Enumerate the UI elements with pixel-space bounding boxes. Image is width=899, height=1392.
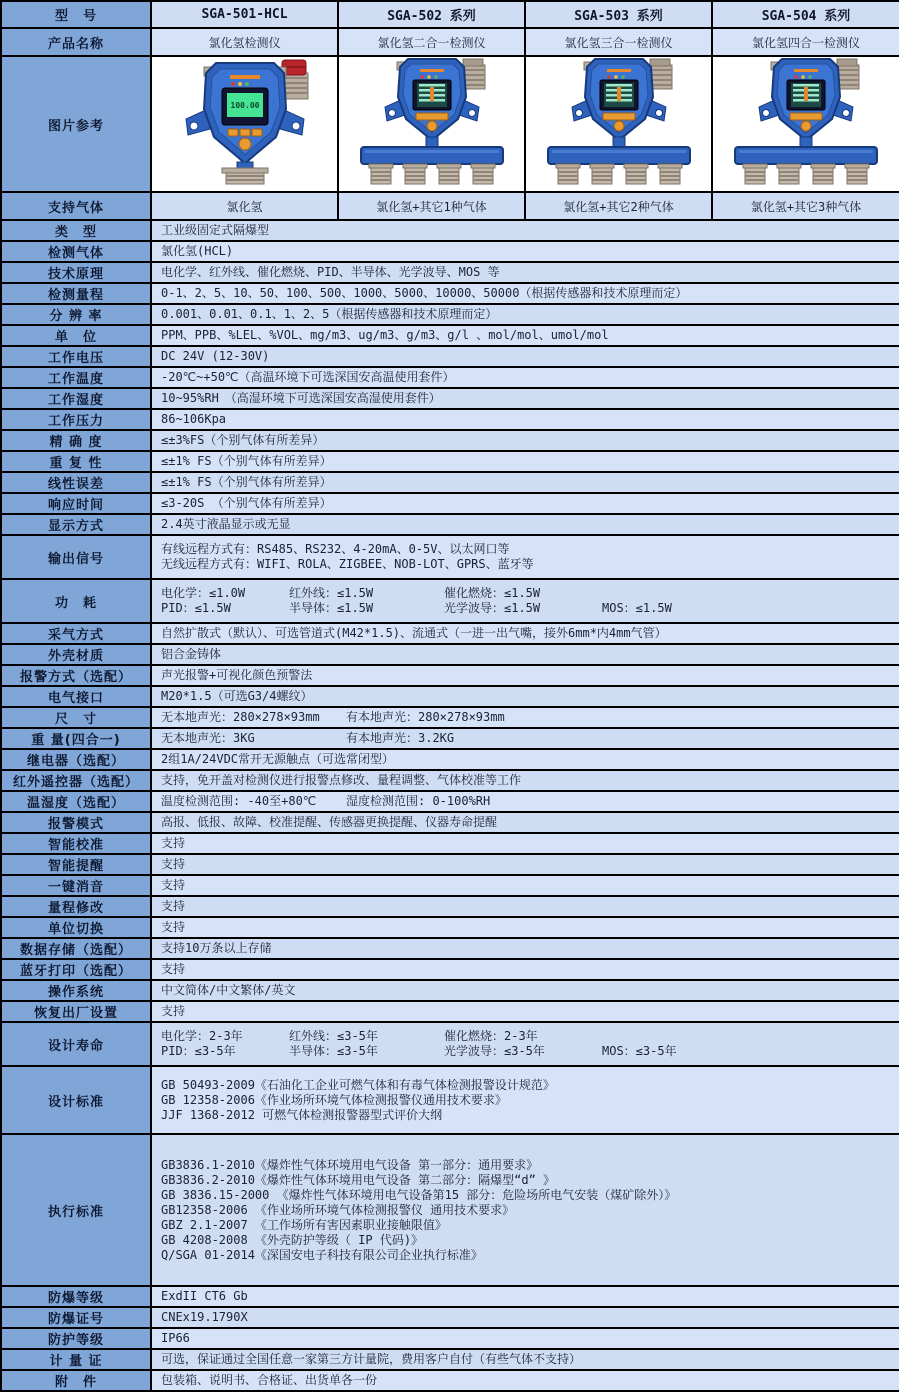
spec-value-25 [151,791,899,812]
spec-label-4: 分 辨 率 [1,304,151,325]
spec-value-line: GB12358-2006 《作业场所环境气体检测报警仪 通用技术要求》 [161,1202,515,1217]
spec-value-line [161,710,893,725]
spec-value-line: 工业级固定式隔爆型 [161,223,270,237]
spec-value-19 [151,665,899,686]
spec-value-line: 支持 [161,857,186,871]
product-name-1: 氯化氢二合一检测仪 [338,28,525,56]
spec-value-line: 有线远程方式有：RS485、RS232、4-20mA、0-5V、以太网口等 [161,542,510,556]
product-image-cell-0 [151,56,338,192]
spec-value-segment: 催化燃烧：≤1.5W [444,586,541,600]
spec-label-13: 响应时间 [1,493,151,514]
spec-value-12 [151,472,899,493]
spec-value-24 [151,770,899,791]
spec-value-15 [151,535,899,579]
model-name-1: SGA-502 系列 [338,1,525,28]
spec-value-36 [151,1022,899,1066]
spec-value-line: 0-1、2、5、10、50、100、500、1000、5000、10000、50000（根据传感器和技术原理而定） [161,286,688,300]
spec-value-9 [151,409,899,430]
spec-value-line: GB 3836.15-2000 《爆炸性气体环境用电气设备第15 部分：危险场所电气安装（煤矿除外）》 [161,1187,677,1202]
spec-value-42 [151,1349,899,1370]
spec-value-line: PPM、PPB、%LEL、%VOL、mg/m3、ug/m3、g/m3、g/l 、mol/mol、umol/mol [161,328,609,342]
spec-value-line: 支持，免开盖对检测仪进行报警点修改、量程调整、气体校准等工作 [161,773,522,787]
spec-value-line: 自然扩散式（默认）、可选管道式(M42*1.5)、流通式（一进一出气嘴，接外6mm*内4mm气管） [161,626,667,640]
spec-label-7: 工作温度 [1,367,151,388]
spec-value-segment: 有本地声光：280×278×93mm [346,710,505,724]
spec-value-13 [151,493,899,514]
spec-value-line: 支持 [161,878,186,892]
spec-value-16 [151,579,899,623]
spec-value-line: 86~106Kpa [161,412,227,426]
gas-sensors [369,164,495,184]
spec-value-line: 可选，保证通过全国任意一家第三方计量院，费用客户自付（有些气体不支持） [161,1352,582,1366]
spec-value-6 [151,346,899,367]
product-image-cell-3 [712,56,899,192]
spec-value-35 [151,1001,899,1022]
row-label-model: 型 号 [1,1,151,28]
spec-label-18: 外壳材质 [1,644,151,665]
spec-value-line: 高报、低报、故障、校准提醒、传感器更换提醒、仪器寿命提醒 [161,815,498,829]
spec-value-17 [151,623,899,644]
spec-value-segment: 湿度检测范围: 0-100%RH [346,794,491,808]
spec-label-1: 检测气体 [1,241,151,262]
gas-sensors [556,164,682,184]
spec-value-2 [151,262,899,283]
spec-value-line: 2.4英寸液晶显示或无显 [161,517,291,531]
spec-value-line: GB 4208-2008 《外壳防护等级（ IP 代码)》 [161,1232,424,1247]
spec-label-16: 功 耗 [1,579,151,623]
spec-value-line: IP66 [161,1331,190,1345]
row-label-product-name: 产品名称 [1,28,151,56]
spec-label-31: 单位切换 [1,917,151,938]
spec-value-34 [151,980,899,1001]
spec-value-line: 10~95%RH （高湿环境下可选深国安高湿使用套件） [161,391,441,405]
product-name-2: 氯化氢三合一检测仪 [525,28,712,56]
spec-label-9: 工作压力 [1,409,151,430]
spec-value-line: 声光报警+可视化颜色预警法 [161,668,313,682]
spec-label-25: 温湿度（选配） [1,791,151,812]
spec-value-segment: PID：≤3-5年 [161,1044,236,1058]
spec-value-segment: 催化燃烧：2-3年 [444,1029,538,1043]
spec-label-27: 智能校准 [1,833,151,854]
spec-label-20: 电气接口 [1,686,151,707]
spec-value-line: 支持10万条以上存储 [161,941,272,955]
spec-label-22: 重 量(四合一) [1,728,151,749]
spec-value-segment: MOS：≤3-5年 [602,1044,677,1058]
hcl-detector-multi-sensor-manifold [526,57,712,187]
spec-value-33 [151,959,899,980]
spec-value-line: JJF 1368-2012 可燃气体检测报警器型式评价大纲 [161,1107,443,1122]
spec-value-line [161,731,893,746]
spec-label-42: 计 量 证 [1,1349,151,1370]
spec-label-0: 类 型 [1,220,151,241]
spec-value-line: -20℃~+50℃（高温环境下可选深国安高温使用套件） [161,370,455,384]
spec-value-line [161,1044,893,1059]
spec-label-43: 附 件 [1,1370,151,1391]
spec-value-4 [151,304,899,325]
row-label-gas: 支持气体 [1,192,151,220]
spec-value-line: ExdII CT6 Gb [161,1289,248,1303]
spec-value-38 [151,1134,899,1286]
spec-value-segment: MOS：≤1.5W [602,601,672,615]
spec-label-33: 蓝牙打印（选配） [1,959,151,980]
hcl-detector-multi-sensor-manifold [339,57,525,187]
spec-value-40 [151,1307,899,1328]
spec-value-26 [151,812,899,833]
spec-value-segment: 红外线：≤1.5W [289,586,374,600]
spec-value-line: 铝合金铸体 [161,647,222,661]
spec-value-segment: 半导体：≤1.5W [289,601,374,615]
spec-label-41: 防护等级 [1,1328,151,1349]
hcl-detector-single-sensor [152,57,338,187]
spec-label-36: 设计寿命 [1,1022,151,1066]
spec-value-18 [151,644,899,665]
spec-label-8: 工作湿度 [1,388,151,409]
spec-label-11: 重 复 性 [1,451,151,472]
spec-value-11 [151,451,899,472]
spec-value-segment: 无本地声光：3KG [161,731,255,745]
spec-label-19: 报警方式（选配） [1,665,151,686]
spec-value-line: 0.001、0.01、0.1、1、2、5（根据传感器和技术原理而定） [161,307,498,321]
product-image-cell-2 [525,56,712,192]
spec-value-28 [151,854,899,875]
spec-value-line: 支持 [161,899,186,913]
spec-value-8 [151,388,899,409]
spec-value-line: 电化学、红外线、催化燃烧、PID、半导体、光学波导、MOS 等 [161,265,500,279]
spec-value-line: 中文简体/中文繁体/英文 [161,983,296,997]
spec-value-segment: 有本地声光：3.2KG [346,731,455,745]
spec-value-segment: 电化学：≤1.0W [161,586,246,600]
spec-value-line: GB 12358-2006《作业场所环境气体检测报警仪通用技术要求》 [161,1092,507,1107]
spec-value-segment: 光学波导：≤1.5W [444,601,541,615]
spec-value-line: DC 24V (12-30V) [161,349,270,363]
spec-label-12: 线性误差 [1,472,151,493]
spec-label-3: 检测量程 [1,283,151,304]
spec-label-10: 精 确 度 [1,430,151,451]
spec-value-segment: 电化学：2-3年 [161,1029,243,1043]
spec-label-37: 设计标准 [1,1066,151,1134]
spec-value-27 [151,833,899,854]
spec-value-line [161,601,893,616]
spec-value-14 [151,514,899,535]
lcd-reading: 100.00 [230,101,260,110]
spec-label-17: 采气方式 [1,623,151,644]
spec-value-line: 支持 [161,1004,186,1018]
spec-label-5: 单 位 [1,325,151,346]
spec-value-line: CNEx19.1790X [161,1310,248,1324]
spec-value-line [161,794,893,809]
spec-value-0 [151,220,899,241]
spec-label-21: 尺 寸 [1,707,151,728]
spec-value-29 [151,875,899,896]
spec-value-line: ≤±3%FS（个别气体有所差异） [161,433,325,447]
spec-value-line: 无线远程方式有：WIFI、ROLA、ZIGBEE、NOB-LOT、GPRS、蓝牙等 [161,557,534,571]
spec-value-7 [151,367,899,388]
hcl-detector-multi-sensor-manifold [713,57,899,187]
spec-value-line: ≤±1% FS（个别气体有所差异） [161,454,332,468]
spec-value-21 [151,707,899,728]
spec-value-line: 包装箱、说明书、合格证、出货单各一份 [161,1373,378,1387]
spec-value-line: 2组1A/24VDC常开无源触点（可选常闭型） [161,752,395,766]
spec-value-30 [151,896,899,917]
spec-label-39: 防爆等级 [1,1286,151,1307]
spec-value-5 [151,325,899,346]
spec-value-line: ≤±1% FS（个别气体有所差异） [161,475,332,489]
spec-value-41 [151,1328,899,1349]
supported-gas-3: 氯化氢+其它3种气体 [712,192,899,220]
spec-value-segment: 温度检测范围: -40至+80℃ [161,794,317,808]
spec-label-35: 恢复出厂设置 [1,1001,151,1022]
gas-sensors [743,164,869,184]
spec-label-24: 红外遥控器（选配） [1,770,151,791]
spec-label-30: 量程修改 [1,896,151,917]
spec-value-line: Q/SGA 01-2014《深国安电子科技有限公司企业执行标准》 [161,1247,483,1262]
spec-value-1 [151,241,899,262]
spec-value-segment: 光学波导：≤3-5年 [444,1044,545,1058]
spec-label-28: 智能提醒 [1,854,151,875]
model-name-0: SGA-501-HCL [151,1,338,28]
product-name-0: 氯化氢检测仪 [151,28,338,56]
spec-value-line: 支持 [161,836,186,850]
spec-value-line: 支持 [161,920,186,934]
spec-value-segment: PID：≤1.5W [161,601,231,615]
model-name-3: SGA-504 系列 [712,1,899,28]
spec-value-line: ≤3-20S （个别气体有所差异） [161,496,332,510]
supported-gas-2: 氯化氢+其它2种气体 [525,192,712,220]
manifold-bar [735,147,877,164]
supported-gas-0: 氯化氢 [151,192,338,220]
spec-label-14: 显示方式 [1,514,151,535]
gas-sensor [222,168,268,184]
spec-value-line: GB 50493-2009《石油化工企业可燃气体和有毒气体检测报警设计规范》 [161,1077,555,1092]
spec-value-line: GBZ 2.1-2007 《工作场所有害因素职业接触限值》 [161,1217,447,1232]
spec-label-40: 防爆证号 [1,1307,151,1328]
spec-value-line: 支持 [161,962,186,976]
spec-label-2: 技术原理 [1,262,151,283]
product-image-cell-1 [338,56,525,192]
spec-label-38: 执行标准 [1,1134,151,1286]
spec-value-39 [151,1286,899,1307]
spec-value-line: M20*1.5（可选G3/4螺纹） [161,689,313,703]
spec-value-43 [151,1370,899,1391]
spec-label-6: 工作电压 [1,346,151,367]
spec-value-segment: 红外线：≤3-5年 [289,1029,378,1043]
spec-value-segment: 半导体：≤3-5年 [289,1044,378,1058]
spec-value-segment: 无本地声光：280×278×93mm [161,710,320,724]
model-name-2: SGA-503 系列 [525,1,712,28]
spec-value-3 [151,283,899,304]
manifold-bar [361,147,503,164]
product-name-3: 氯化氢四合一检测仪 [712,28,899,56]
spec-label-15: 输出信号 [1,535,151,579]
manifold-bar [548,147,690,164]
spec-value-23 [151,749,899,770]
row-label-image: 图片参考 [1,56,151,192]
spec-value-line: GB3836.2-2010《爆炸性气体环境用电气设备 第二部分：隔爆型“d” 》 [161,1172,556,1187]
spec-value-32 [151,938,899,959]
spec-value-22 [151,728,899,749]
spec-label-34: 操作系统 [1,980,151,1001]
spec-value-31 [151,917,899,938]
spec-label-32: 数据存储（选配） [1,938,151,959]
spec-value-line [161,1029,893,1044]
supported-gas-1: 氯化氢+其它1种气体 [338,192,525,220]
spec-value-10 [151,430,899,451]
spec-value-20 [151,686,899,707]
spec-value-line: GB3836.1-2010《爆炸性气体环境用电气设备 第一部分：通用要求》 [161,1157,539,1172]
spec-value-line: 氯化氢(HCL) [161,244,234,258]
spec-label-29: 一键消音 [1,875,151,896]
spec-value-line [161,586,893,601]
spec-label-26: 报警模式 [1,812,151,833]
spec-label-23: 继电器（选配） [1,749,151,770]
spec-value-37 [151,1066,899,1134]
